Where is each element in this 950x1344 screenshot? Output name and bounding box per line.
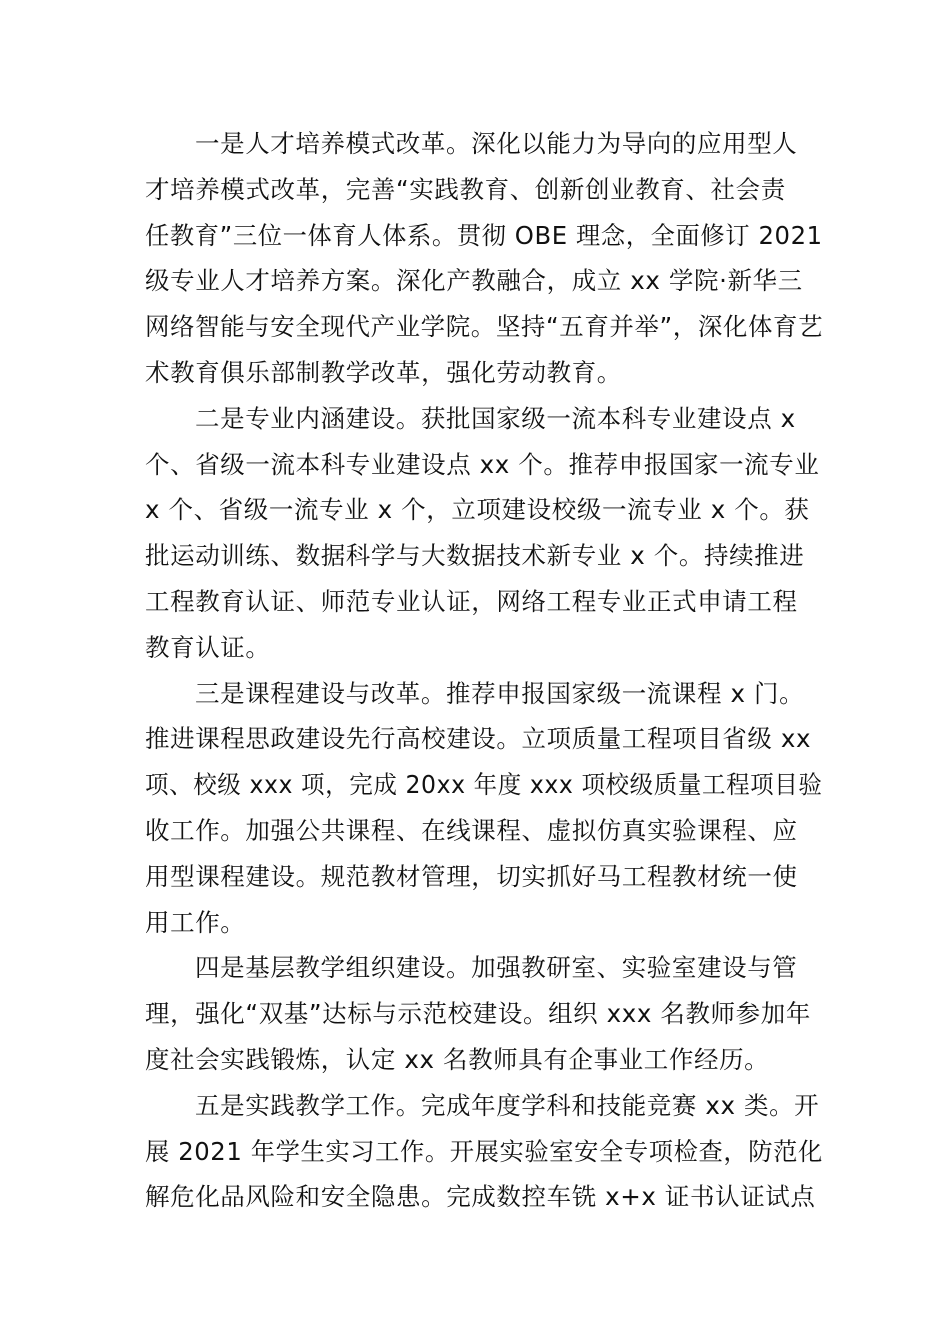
paragraph-line: 推进课程思政建设先行高校建设。立项质量工程项目省级 xx xyxy=(145,724,812,754)
paragraph-line: 级专业人才培养方案。深化产教融合，成立 xx 学院·新华三 xyxy=(145,266,803,296)
paragraph-line: 度社会实践锻炼，认定 xx 名教师具有企事业工作经历。 xyxy=(145,1044,770,1074)
paragraph-line: 任教育”三位一体育人体系。贯彻 OBE 理念，全面修订 2021 xyxy=(145,220,823,250)
paragraph-first-line: 二是专业内涵建设。获批国家级一流本科专业建设点 x xyxy=(195,403,796,433)
paragraph-first-line: 三是课程建设与改革。推荐申报国家级一流课程 x 门。 xyxy=(195,678,805,708)
paragraph-first-line: 四是基层教学组织建设。加强教研室、实验室建设与管 xyxy=(195,953,798,983)
paragraph-line: 用工作。 xyxy=(145,907,246,937)
paragraph-line: 术教育俱乐部制教学改革，强化劳动教育。 xyxy=(145,357,622,387)
paragraph-line: 个、省级一流本科专业建设点 xx 个。推荐申报国家一流专业 xyxy=(145,449,820,479)
paragraph-line: 工程教育认证、师范专业认证，网络工程专业正式申请工程 xyxy=(145,586,798,616)
paragraph-line: 解危化品风险和安全隐患。完成数控车铣 x+x 证书认证试点 xyxy=(145,1182,816,1212)
paragraph-line: 展 2021 年学生实习工作。开展实验室安全专项检查，防范化 xyxy=(145,1136,823,1166)
paragraph-first-line: 一是人才培养模式改革。深化以能力为导向的应用型人 xyxy=(195,129,798,158)
paragraph-line: 理，强化“双基”达标与示范校建设。组织 xxx 名教师参加年 xyxy=(145,999,811,1029)
paragraph-line: 教育认证。 xyxy=(145,632,271,662)
paragraph-line: 收工作。加强公共课程、在线课程、虚拟仿真实验课程、应 xyxy=(145,815,798,845)
paragraph-first-line: 五是实践教学工作。完成年度学科和技能竞赛 xx 类。开 xyxy=(195,1090,820,1120)
paragraph-line: 批运动训练、数据科学与大数据技术新专业 x 个。持续推进 xyxy=(145,541,805,571)
paragraph-line: 用型课程建设。规范教材管理，切实抓好马工程教材统一使 xyxy=(145,861,798,891)
paragraph-line: x 个、省级一流专业 x 个，立项建设校级一流专业 x 个。获 xyxy=(145,495,810,525)
paragraph-line: 才培养模式改革，完善“实践教育、创新创业教育、社会责 xyxy=(145,174,786,204)
document-body xyxy=(145,121,823,1220)
paragraph-line: 网络智能与安全现代产业学院。坚持“五育并举”，深化体育艺 xyxy=(145,312,824,342)
paragraph-line: 项、校级 xxx 项，完成 20xx 年度 xxx 项校级质量工程项目验 xyxy=(145,770,823,800)
